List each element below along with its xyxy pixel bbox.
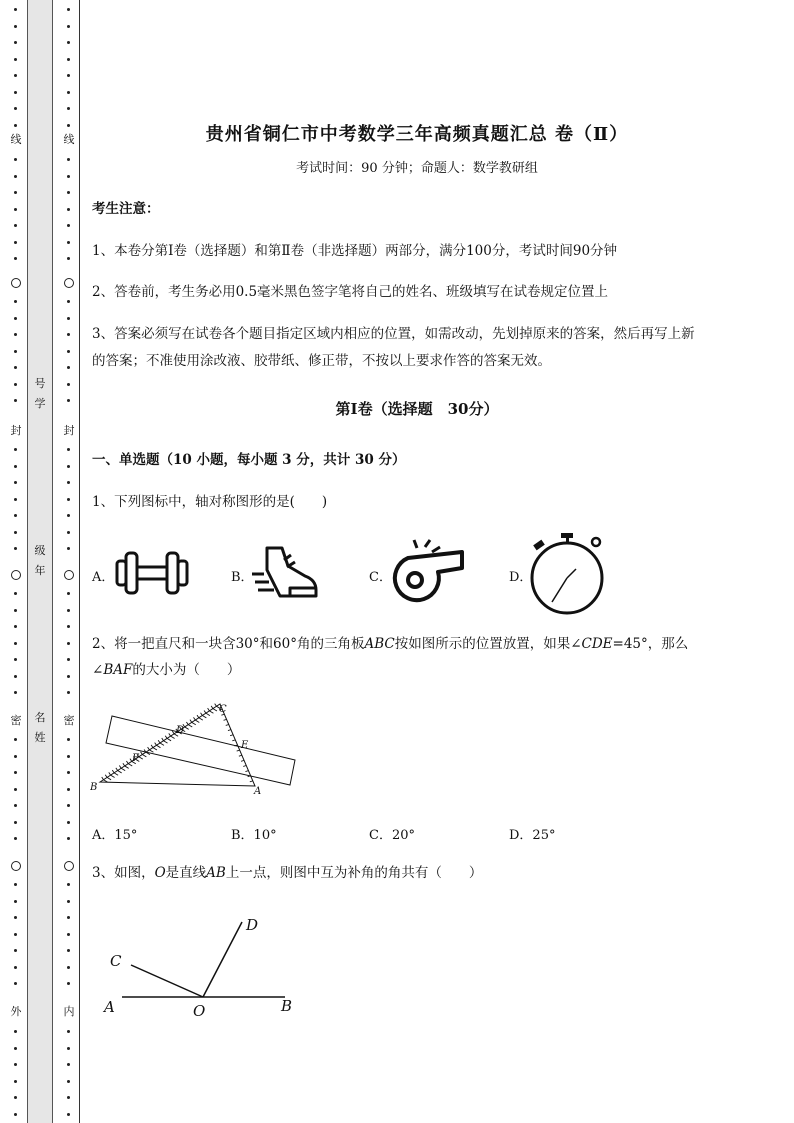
margin-dot [14,804,17,807]
margin-dot [14,933,17,936]
margin-dot [14,498,17,501]
margin-dot [67,675,70,678]
q1-option-c[interactable]: C． [369,570,392,585]
field-xing: 姓 [34,731,46,744]
margin-dot [67,1113,70,1116]
margin-dot [14,547,17,550]
margin-dot [14,658,17,661]
margin-dot [67,91,70,94]
q3-stem-a: 3、如图， [92,865,155,881]
margin-dot [67,1096,70,1099]
margin-dot [67,1047,70,1050]
margin-dot [14,821,17,824]
notice-item-1: 1、本卷分第Ⅰ卷（选择题）和第Ⅱ卷（非选择题）两部分，满分100分，考试时间90分钟 [92,243,618,259]
margin-dot [67,300,70,303]
margin-dot [67,949,70,952]
margin-dot [67,755,70,758]
q3-label-d: D [246,916,259,934]
q2-label-d: D [176,725,185,736]
outer-dot-column [11,0,21,1123]
margin-dot [14,350,17,353]
margin-dot [67,900,70,903]
hole-circle [11,861,21,871]
q2-ruler-triangle-figure [90,700,308,800]
margin-dot [14,514,17,517]
margin-dot [14,771,17,774]
hole-circle [64,278,74,288]
exam-subtitle: 考试时间：90 分钟；命题人：数学教研组 [296,161,538,176]
margin-dot [67,175,70,178]
q2-stem-line2 [92,657,752,684]
margin-dot [14,91,17,94]
margin-char-feng: 封 [61,424,77,438]
margin-dot [14,25,17,28]
margin-dot [14,58,17,61]
notice-item-3-line2: 的答案；不准使用涂改液、胶带纸、修正带，不按以上要求作答的答案无效。 [92,353,551,369]
margin-dot [14,755,17,758]
margin-char-mi: 密 [8,714,24,728]
margin-dot [14,124,17,127]
margin-char-nei: 内 [61,1005,77,1019]
q2-abc: ABC [364,636,395,652]
margin-dot [14,949,17,952]
q1-option-a[interactable]: A． [92,570,115,585]
q3-stem-c: 上一点，则图中互为补角的角共有（ ） [225,865,483,881]
field-hao: 号 [34,377,46,390]
margin-dot [14,738,17,741]
field-ming: 名 [34,711,46,724]
margin-dot [67,257,70,260]
margin-dot [14,1096,17,1099]
margin-dot [67,738,70,741]
margin-dot [67,642,70,645]
margin-dot [67,481,70,484]
margin-dot [14,481,17,484]
margin-dot [67,982,70,985]
margin-dot [67,883,70,886]
section-title: 第Ⅰ卷（选择题 30分） [335,400,499,418]
margin-char-xian: 线 [61,133,77,147]
margin-dot [14,592,17,595]
margin-dot [14,300,17,303]
q2-baf: BAF [103,662,133,678]
margin-dot [14,966,17,969]
margin-dot [67,804,70,807]
margin-dot [14,788,17,791]
margin-dot [67,465,70,468]
margin-dot [14,1080,17,1083]
margin-dot [67,399,70,402]
margin-dot [67,531,70,534]
margin-dot [67,208,70,211]
q1-option-d[interactable]: D． [509,570,533,585]
margin-dot [14,107,17,110]
inner-dot-column [64,0,74,1123]
margin-dot [67,158,70,161]
margin-dot [14,241,17,244]
hole-circle [11,278,21,288]
q2-stem-b: 按如图所示的位置放置，如果∠ [394,636,582,652]
margin-dot [67,966,70,969]
q3-stem [92,860,752,887]
margin-dot [14,8,17,11]
margin-dot [67,8,70,11]
margin-dot [14,158,17,161]
margin-dot [14,916,17,919]
field-xue: 学 [34,397,46,410]
margin-dot [67,788,70,791]
q2-label-f: F [132,753,139,764]
q3-ab: AB [206,865,226,881]
margin-dot [67,317,70,320]
margin-char-wai: 外 [8,1005,24,1019]
margin-dot [14,609,17,612]
notice-item-3-line1: 3、答案必须写在试卷各个题目指定区域内相应的位置，如需改动，先划掉原来的答案，然后再写上新 [92,326,695,342]
margin-dot [14,1063,17,1066]
margin-dot [67,383,70,386]
margin-dot [14,625,17,628]
q1-stem: 1、下列图标中，轴对称图形的是( ) [92,494,328,510]
q2-label-a: A [254,786,262,797]
margin-dot [67,448,70,451]
margin-dot [14,1047,17,1050]
margin-dot [67,58,70,61]
notice-heading: 考生注意： [92,201,160,217]
dumbbell-icon [114,548,190,598]
margin-dot [67,366,70,369]
exam-title: 贵州省铜仁市中考数学三年高频真题汇总 卷（Ⅱ） [205,124,629,145]
margin-dot [67,74,70,77]
q3-label-b: B [281,997,293,1015]
margin-dot [14,399,17,402]
q2-option-d[interactable]: D．25° [509,828,556,843]
margin-dot [67,691,70,694]
margin-dot [67,1063,70,1066]
q3-label-a: A [104,998,115,1016]
hole-circle [64,570,74,580]
margin-dot [67,514,70,517]
q2-option-b[interactable]: B．10° [231,828,277,843]
margin-dot [14,333,17,336]
margin-dot [14,191,17,194]
margin-dot [14,448,17,451]
margin-dot [67,837,70,840]
hole-circle [11,570,21,580]
margin-dot [67,821,70,824]
margin-dot [14,208,17,211]
margin-dot [14,74,17,77]
q3-label-o: O [193,1002,206,1020]
margin-dot [14,675,17,678]
whistle-icon [388,538,468,608]
q2-cde: CDE [581,636,613,652]
margin-dot [14,1113,17,1116]
q2-stem-c: =45°，那么 [612,636,689,652]
margin-dot [67,592,70,595]
margin-dot [14,175,17,178]
q2-label-c: C [219,704,227,715]
q2-stem-line1 [92,631,752,658]
q3-label-c: C [110,952,122,970]
margin-dot [67,124,70,127]
margin-dot [67,933,70,936]
margin-dot [14,531,17,534]
stopwatch-icon [528,532,608,616]
margin-dot [14,366,17,369]
margin-dot [14,317,17,320]
margin-dot [14,900,17,903]
margin-dot [14,642,17,645]
notice-item-2: 2、答卷前，考生务必用0.5毫米黑色签字笔将自己的姓名、班级填写在试卷规定位置上 [92,284,609,300]
margin-dot [14,41,17,44]
q3-stem-b: 是直线 [165,865,207,881]
margin-dot [67,1080,70,1083]
q2-label-b: B [90,782,98,793]
margin-dot [67,625,70,628]
student-info-band [27,0,53,1123]
q2-angle-sign: ∠ [92,662,104,678]
margin-dot [67,498,70,501]
running-shoe-icon [250,544,320,602]
margin-dot [67,609,70,612]
q2-option-a[interactable]: A．15° [92,828,138,843]
q2-option-c[interactable]: C．20° [369,828,415,843]
q2-label-e: E [241,740,249,751]
margin-char-feng: 封 [8,424,24,438]
margin-dot [67,333,70,336]
margin-dot [67,916,70,919]
margin-dot [14,691,17,694]
part-heading: 一、单选题（10 小题，每小题 3 分，共计 30 分） [92,452,406,468]
margin-dot [14,982,17,985]
margin-dot [14,257,17,260]
q2-stem-a: 2、将一把直尺和一块含30°和60°角的三角板 [92,636,365,652]
margin-dot [67,191,70,194]
margin-dot [14,837,17,840]
margin-dot [67,107,70,110]
margin-dot [67,1030,70,1033]
margin-dot [67,241,70,244]
field-nian: 年 [34,564,46,577]
q1-option-b[interactable]: B． [231,570,254,585]
hole-circle [64,861,74,871]
margin-dot [14,465,17,468]
margin-dot [67,224,70,227]
field-ji: 级 [34,544,46,557]
margin-dot [67,350,70,353]
margin-dot [67,658,70,661]
margin-char-xian: 线 [8,133,24,147]
margin-dot [14,383,17,386]
q3-angle-figure [100,908,310,1023]
q3-o: O [154,865,166,881]
margin-dot [14,224,17,227]
margin-dot [67,771,70,774]
margin-dot [67,547,70,550]
margin-dot [67,41,70,44]
q2-stem-d: 的大小为（ ） [132,662,241,678]
margin-dot [67,25,70,28]
margin-rule [79,0,80,1123]
margin-dot [14,883,17,886]
margin-char-mi: 密 [61,714,77,728]
margin-dot [14,1030,17,1033]
